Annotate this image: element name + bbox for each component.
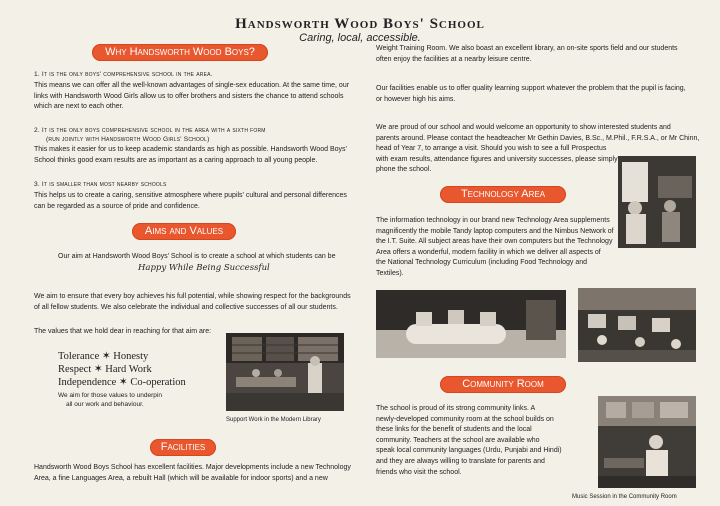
text-line: We aim to ensure that every boy achieves his full potential, while showing respect for the backgrounds (34, 293, 351, 300)
text-line: often enjoy the facilities at a nearby leisure centre. (376, 55, 532, 63)
library-photo-caption: Support Work in the Modern Library (226, 417, 321, 423)
text-line: these links for the benefit of students and the local (376, 426, 532, 434)
text-line: The school is proud of its strong community links. A (376, 405, 536, 412)
text-line: The information technology in our brand new Technology Area supplements (376, 217, 610, 224)
classroom-photo (578, 288, 696, 362)
learning-support (376, 84, 696, 105)
text-line: newly-developed community room at the school builds on (376, 415, 554, 423)
values-intro: The values that we hold dear in reaching for that aim are: (34, 328, 212, 335)
school-motto: Happy While Being Successful (138, 263, 270, 273)
text-line: This makes it easier for us to keep academic standards as high as possible. Handsworth Wood Boys' (34, 146, 347, 153)
page-title: Handsworth Wood Boys' School (235, 16, 485, 32)
why-point1-body (34, 81, 354, 113)
music-session-photo (598, 396, 696, 488)
community-heading: Community Room (440, 376, 566, 393)
facilities-body (34, 463, 354, 484)
values-note (58, 391, 162, 409)
facilities-heading: Facilities (150, 439, 216, 456)
text-line: friends who visit the school. (376, 468, 462, 476)
library-photo (226, 333, 344, 411)
text-line: which are next to each other. (34, 103, 124, 111)
technology-body (376, 216, 616, 280)
text-line: of all fellow students. We also celebrate the individual and collective successes of all our students. (34, 303, 338, 311)
text-line: speak local community languages (Urdu, Punjabi and Hindi) (376, 447, 562, 455)
why-point2-body (34, 145, 354, 166)
text-line: Our facilities enable us to offer quality learning support whatever the problem that the pupil is facing, (376, 85, 686, 92)
text-line: Area offers a wonderful, modern facility in which we deliver all aspects of (376, 248, 601, 256)
text-line: head of Year 7, to arrange a visit. Should you wish to see a full Prospectus (376, 145, 607, 153)
facilities-continued (376, 44, 696, 65)
text-line: We are proud of our school and would welcome an opportunity to show interested students and (376, 124, 671, 131)
text-line: all our work and behaviour. (66, 401, 144, 408)
aims-heading: Aims and Values (132, 223, 236, 240)
text-line: School thinks good exam results are as important as a caring approach to all young people. (34, 156, 318, 164)
value-item: Independence ✶ Co-operation (58, 377, 186, 388)
text-line: Handsworth Wood Boys School has excellent facilities. Major developments include a new Technology (34, 464, 351, 471)
aims-line: Our aim at Handsworth Wood Boys' School is to create a school at which students can be (58, 253, 336, 260)
why-point3-heading: 3. It is smaller than most nearby schools (34, 181, 167, 188)
why-point3-body (34, 191, 354, 212)
aims-ensure (34, 292, 354, 313)
page-subtitle: Caring, local, accessible. (299, 32, 421, 44)
text-line: can be regarded as a source of pride and confidence. (34, 202, 200, 210)
text-line: Weight Training Room. We also boast an excellent library, an on-site sports field and our students (376, 45, 678, 52)
text-line: or however high his aims. (376, 95, 456, 103)
value-item: Tolerance ✶ Honesty (58, 351, 149, 362)
text-line: parents around. Please contact the headteacher Mr Gethin Davies, B.Sc., M.Phil., F.R.S.A., or Mr Chinn, (376, 134, 700, 142)
computer-room-photo (376, 290, 566, 358)
values-list (58, 350, 186, 389)
text-line: links with Handsworth Wood Girls allow us to offer brothers and sisters the chance to attend schools (34, 92, 344, 100)
text-line: We aim for those values to underpin (58, 392, 162, 399)
text-line: This helps us to create a caring, sensitive atmosphere where pupils' cultural and personal differences (34, 192, 347, 199)
why-point1-heading: 1. It is the only boys' comprehensive school in the area. (34, 71, 213, 78)
text-line: phone the school. (376, 166, 432, 174)
technology-heading: Technology Area (440, 186, 566, 203)
text-line: and they are always willing to translate for parents and (376, 457, 545, 465)
community-body (376, 404, 596, 478)
text-line: community. Teachers at the school are available who (376, 436, 540, 444)
text-line: This means we can offer all the well-known advantages of single-sex education. At the same time, our (34, 82, 350, 89)
text-line: magnificently the mobile Tandy laptop computers and the Nimbus Network of (376, 227, 614, 235)
text-line: the National Technology Curriculum (including Food Technology and Textiles). (376, 259, 588, 277)
text-line: the I.T. Suite. All subject areas have their own computers but the Technology (376, 238, 613, 246)
why-point2-heading: 2. It is the only boys comprehensive school in the area with a sixth form (34, 127, 266, 134)
why-point2-subheading: (run jointly with Handsworth Wood Girls' School) (46, 136, 210, 143)
music-photo-caption: Music Session in the Community Room (572, 494, 677, 500)
technology-photo (618, 156, 696, 248)
text-line: with exam results, attendance figures and university successes, please simply (376, 155, 618, 163)
value-item: Respect ✶ Hard Work (58, 364, 152, 375)
text-line: Area, a fine Languages Area, a rebuilt Hall (which will be available for indoor sports) and a new (34, 474, 328, 482)
why-heading: Why Handsworth Wood Boys? (92, 44, 268, 61)
